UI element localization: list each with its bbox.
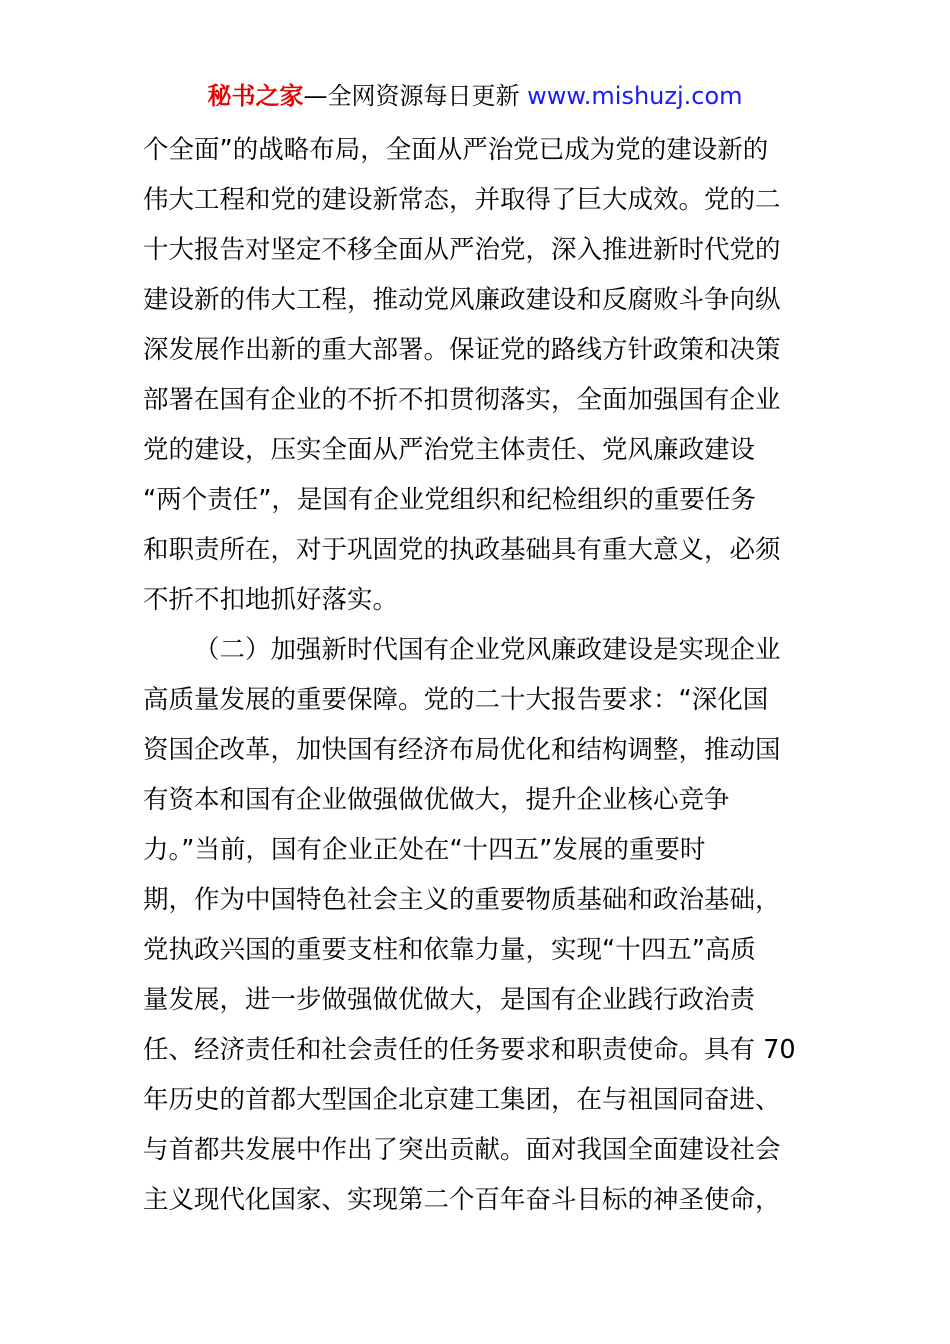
text-line: 与首都共发展中作出了突出贡献。面对我国全面建设社会 [143, 1135, 781, 1165]
brand-name: 秘书之家 [207, 82, 304, 110]
text-line: 任、经济责任和社会责任的任务要求和职责使命。具有 70 [143, 1035, 796, 1065]
site-header [0, 80, 950, 112]
document-body [143, 125, 823, 1225]
text-line: 和职责所在，对于巩固党的执政基础具有重大意义，必须 [143, 535, 781, 565]
text-line: 不折不扣地抓好落实。 [143, 585, 399, 615]
text-line: 党执政兴国的重要支柱和依靠力量，实现“十四五”高质 [143, 935, 756, 965]
paragraph-heading-line: （二）加强新时代国有企业党风廉政建设是实现企业 [194, 635, 781, 665]
site-url-link[interactable]: www.mishuzj.com [527, 82, 743, 110]
text-line: 期，作为中国特色社会主义的重要物质基础和政治基础， [143, 885, 781, 915]
text-line: 主义现代化国家、实现第二个百年奋斗目标的神圣使命， [143, 1185, 781, 1215]
text-line: 年历史的首都大型国企北京建工集团，在与祖国同奋进、 [143, 1085, 781, 1115]
text-line: 有资本和国有企业做强做优做大，提升企业核心竞争 [143, 785, 730, 815]
text-line: 党的建设，压实全面从严治党主体责任、党风廉政建设 [143, 435, 756, 465]
text-line: 建设新的伟大工程，推动党风廉政建设和反腐败斗争向纵 [143, 285, 781, 315]
header-tagline: —全网资源每日更新 [303, 82, 528, 110]
text-line: 部署在国有企业的不折不扣贯彻落实，全面加强国有企业 [143, 385, 781, 415]
text-line: 高质量发展的重要保障。党的二十大报告要求：“深化国 [143, 685, 769, 715]
text-line: “两个责任”，是国有企业党组织和纪检组织的重要任务 [143, 485, 756, 515]
text-line: 个全面”的战略布局，全面从严治党已成为党的建设新的 [143, 135, 769, 165]
text-line: 十大报告对坚定不移全面从严治党，深入推进新时代党的 [143, 235, 781, 265]
text-line: 力。”当前，国有企业正处在“十四五”发展的重要时 [143, 835, 706, 865]
text-line: 量发展，进一步做强做优做大，是国有企业践行政治责 [143, 985, 756, 1015]
text-line: 资国企改革，加快国有经济布局优化和结构调整，推动国 [143, 735, 781, 765]
text-line: 深发展作出新的重大部署。保证党的路线方针政策和决策 [143, 335, 781, 365]
text-line: 伟大工程和党的建设新常态，并取得了巨大成效。党的二 [143, 185, 781, 215]
